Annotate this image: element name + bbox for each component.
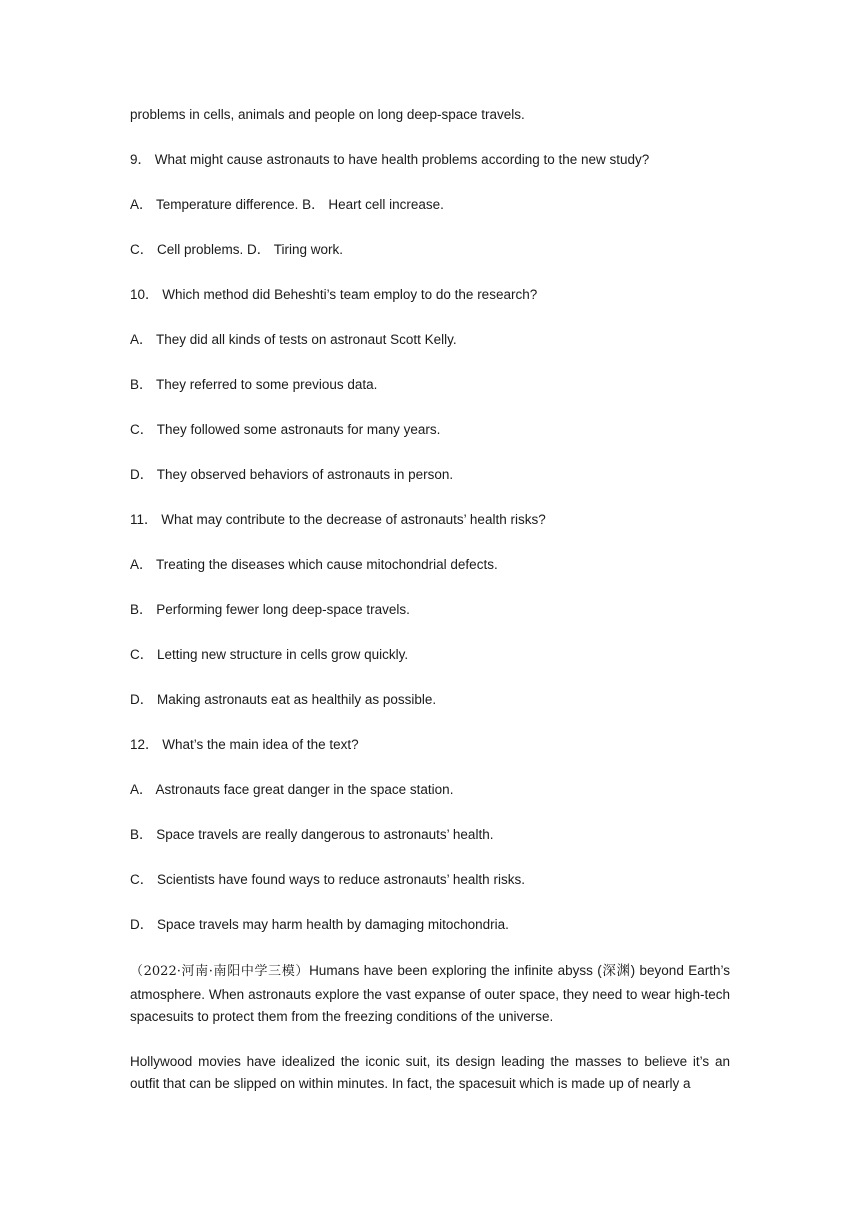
option-12-c: C． Scientists have found ways to reduce astronauts’ health risks.	[130, 872, 525, 887]
option-12-b: B． Space travels are really dangerous to astronauts’ health.	[130, 827, 494, 842]
question-11: 11． What may contribute to the decrease of astronauts’ health risks?	[130, 512, 546, 527]
options-9-cd: C． Cell problems. D． Tiring work.	[130, 242, 344, 257]
option-10-a: A． They did all kinds of tests on astronaut Scott Kelly.	[130, 332, 457, 347]
question-9: 9． What might cause astronauts to have health problems according to the new study?	[130, 152, 650, 167]
document-page	[130, 105, 730, 1118]
option-10-b: B． They referred to some previous data.	[130, 377, 378, 392]
option-10-c: C． They followed some astronauts for many years.	[130, 422, 441, 437]
passage-paragraph-2: Hollywood movies have idealized the iconic suit, its design leading the masses to believe it’s an outfit that can be slipped on within minutes. In fact, the spacesuit which is made up of nearly a	[130, 1053, 730, 1091]
option-12-a: A． Astronauts face great danger in the space station.	[130, 782, 454, 797]
option-11-b: B． Performing fewer long deep-space travels.	[130, 602, 410, 617]
option-10-d: D． They observed behaviors of astronauts in person.	[130, 467, 454, 482]
option-11-d: D． Making astronauts eat as healthily as possible.	[130, 692, 437, 707]
question-10: 10． Which method did Beheshti’s team employ to do the research?	[130, 287, 538, 302]
option-12-d: D． Space travels may harm health by damaging mitochondria.	[130, 917, 509, 932]
passage-source: （2022·河南·南阳中学三模）	[130, 964, 310, 979]
passage-paragraph-1	[130, 960, 730, 1029]
option-11-c: C． Letting new structure in cells grow quickly.	[130, 647, 409, 662]
options-9-ab: A． Temperature difference. B． Heart cell increase.	[130, 197, 444, 212]
text-line: problems in cells, animals and people on long deep-space travels.	[130, 107, 525, 122]
option-11-a: A． Treating the diseases which cause mitochondrial defects.	[130, 557, 498, 572]
question-12: 12． What’s the main idea of the text?	[130, 737, 359, 752]
passage-text-1: Humans have been exploring the infinite abyss (深渊) beyond Earth’s atmosphere. When astronauts explore the vast expanse of outer space, they need to wear high-tech spacesuits to protect them from the freezing conditions of the universe.	[130, 963, 730, 1024]
